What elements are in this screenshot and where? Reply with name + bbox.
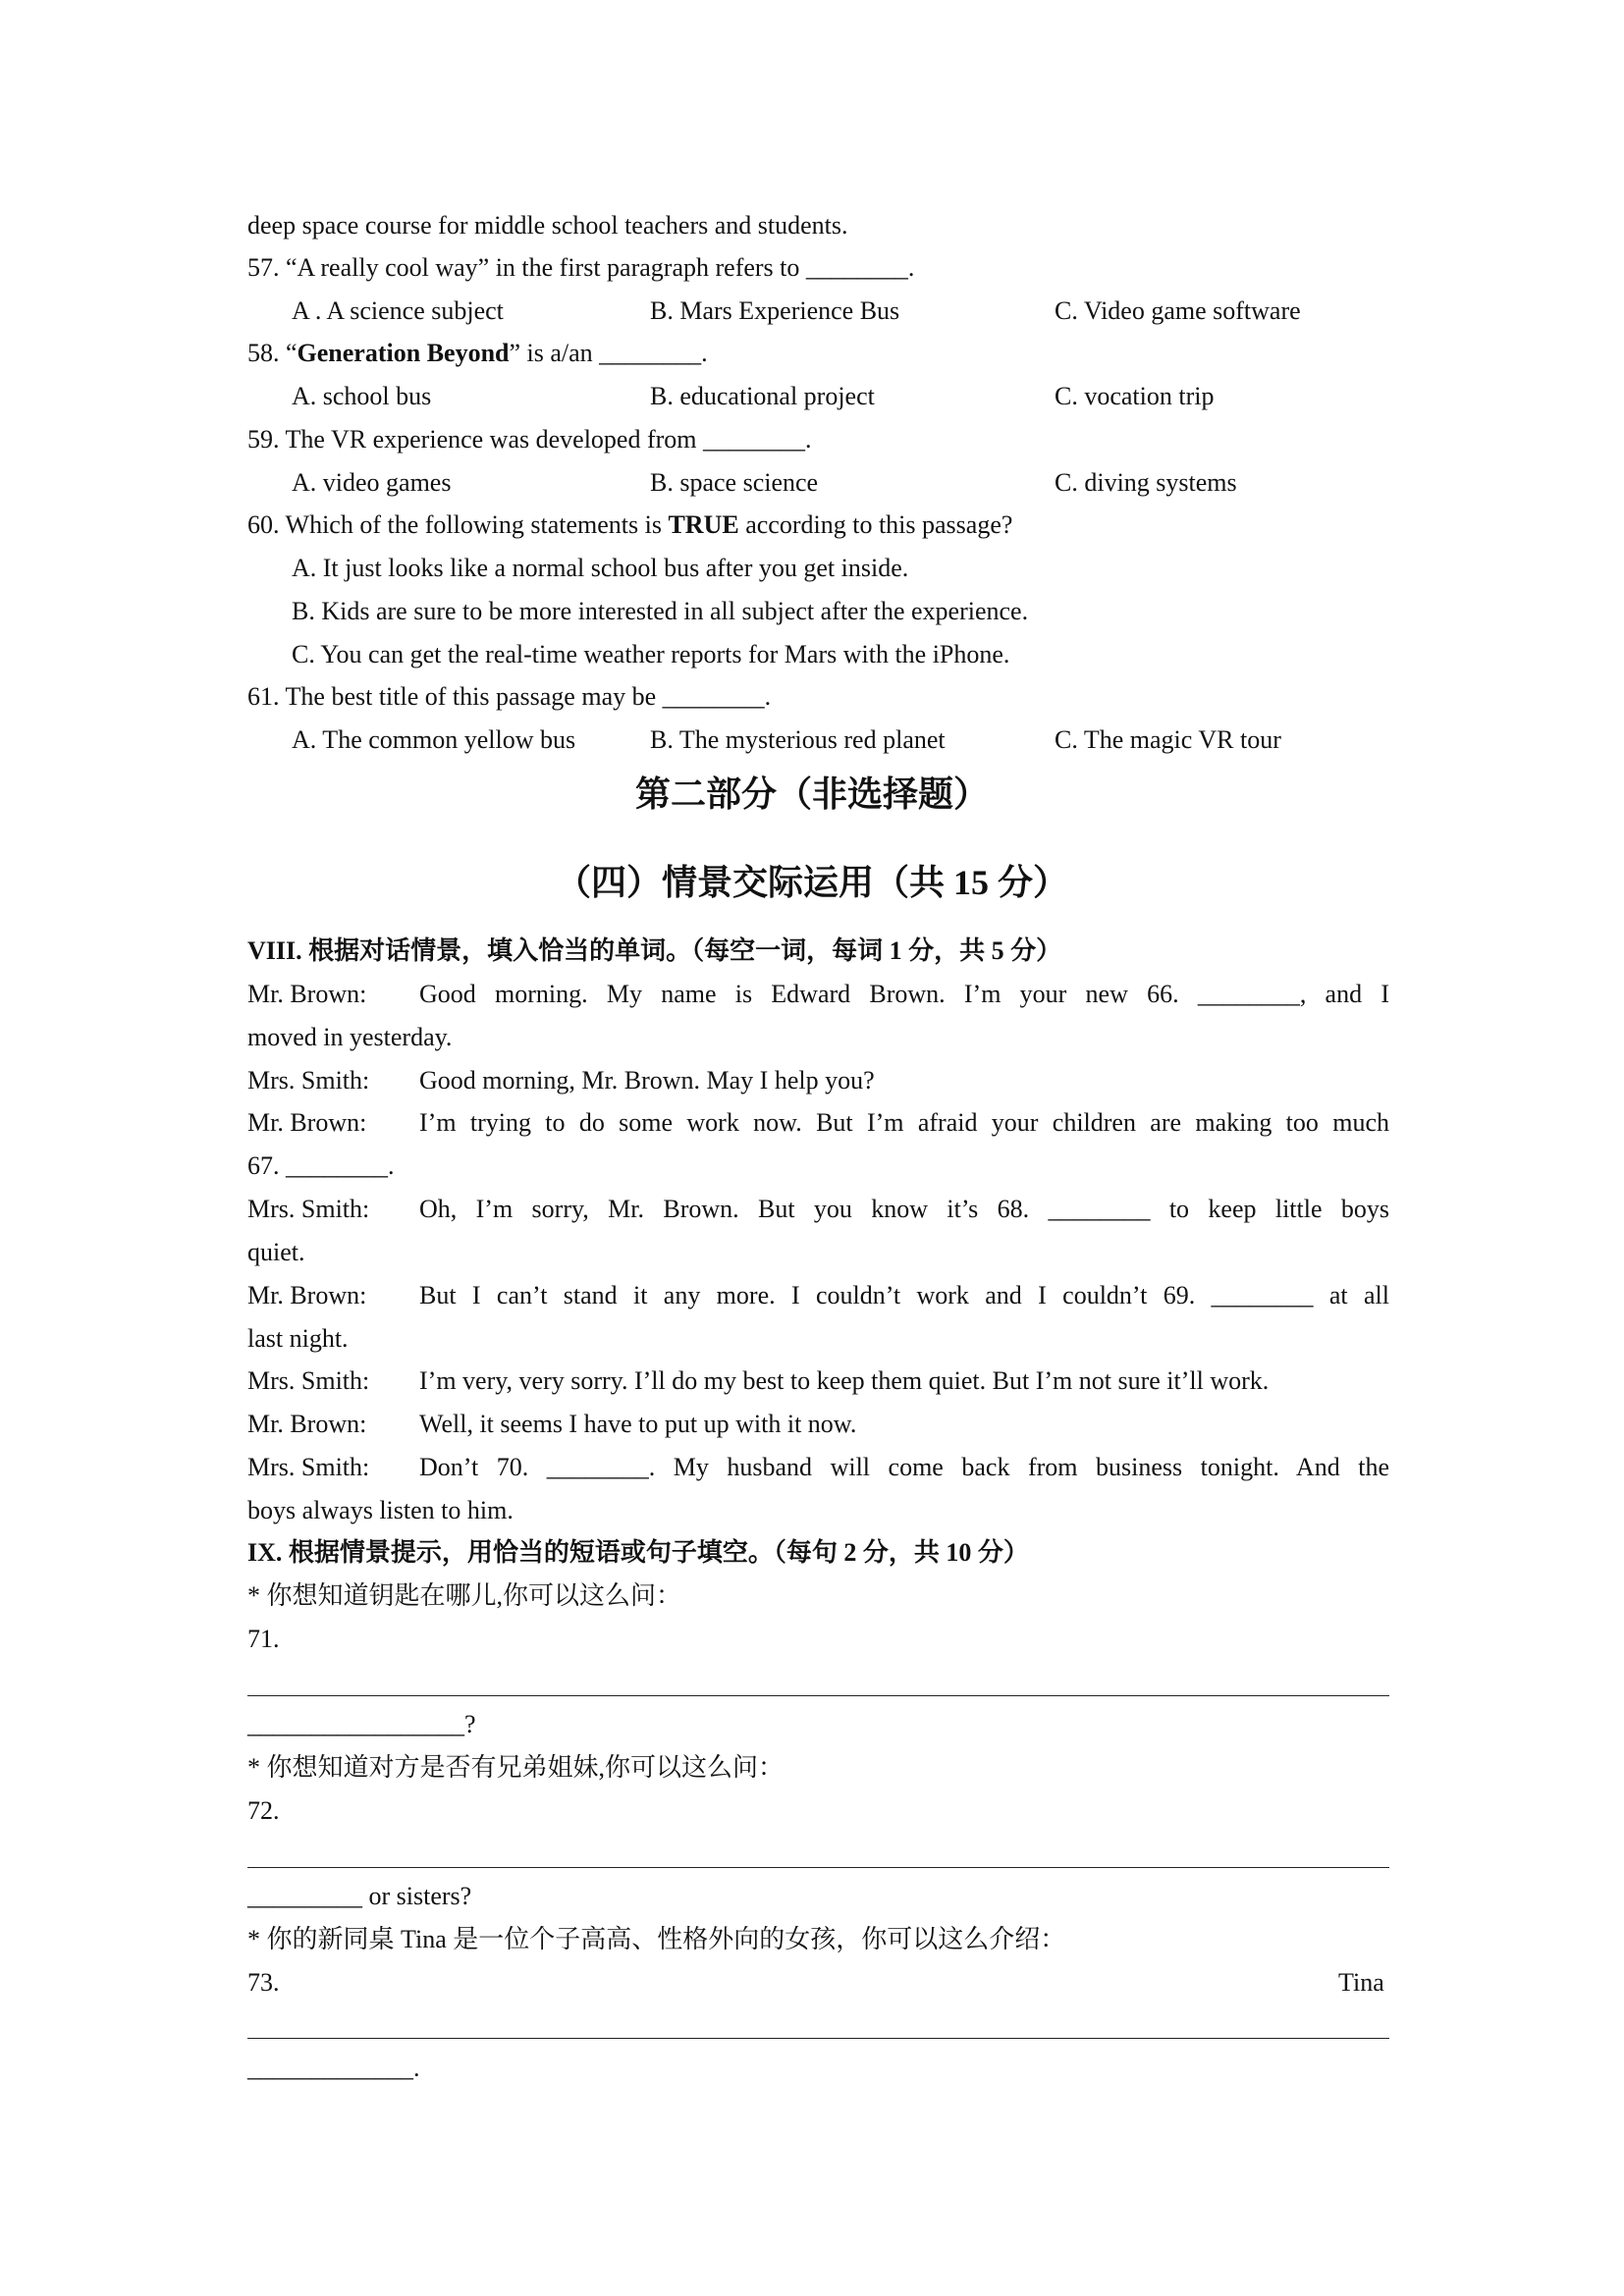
- passage-tail: deep space course for middle school teachers and students.: [247, 211, 848, 240]
- question-58-option-c: C. vocation trip: [1055, 382, 1215, 410]
- question-60-option-b: B. Kids are sure to be more interested in all subject after the experience.: [292, 597, 1029, 625]
- dialogue-line-continued: moved in yesterday.: [247, 1023, 453, 1051]
- question-61-option-b: B. The mysterious red planet: [650, 725, 946, 754]
- question-57-option-a: A . A science subject: [292, 296, 504, 325]
- question-57-option-b: B. Mars Experience Bus: [650, 296, 900, 325]
- section-viii-instructions: VIII. 根据对话情景，填入恰当的单词。（每空一词，每词 1 分，共 5 分）: [247, 936, 1062, 965]
- dialogue-speaker: Mrs. Smith:: [247, 1366, 370, 1395]
- dialogue-speaker: Mrs. Smith:: [247, 1453, 370, 1481]
- question-60-bold-term: TRUE: [668, 510, 739, 539]
- item-73-prompt: * 你的新同桌 Tina 是一位个子高高、性格外向的女孩，你可以这么介绍：: [247, 1925, 1066, 1953]
- question-59-option-a: A. video games: [292, 468, 452, 497]
- item-73-tail: _____________.: [247, 2054, 420, 2082]
- dialogue-speaker: Mrs. Smith:: [247, 1066, 370, 1095]
- dialogue-line: I’m trying to do some work now. But I’m afraid your children are making too much: [419, 1108, 1389, 1137]
- question-61-option-c: C. The magic VR tour: [1055, 725, 1281, 754]
- item-72-number: 72.: [247, 1796, 280, 1825]
- dialogue-speaker: Mr. Brown:: [247, 1281, 367, 1309]
- dialogue-line: Don’t 70. ________. My husband will come back from business tonight. And the: [419, 1453, 1389, 1481]
- question-59-stem: 59. The VR experience was developed from ________.: [247, 425, 812, 454]
- dialogue-line-continued: 67. ________.: [247, 1151, 395, 1180]
- item-71-tail: _________________?: [247, 1710, 476, 1738]
- dialogue-line: Oh, I’m sorry, Mr. Brown. But you know it’s 68. ________ to keep little boys: [419, 1195, 1389, 1223]
- dialogue-line-continued: quiet.: [247, 1238, 305, 1266]
- question-59-option-b: B. space science: [650, 468, 819, 497]
- section-ix-instructions: IX. 根据情景提示，用恰当的短语或句子填空。（每句 2 分，共 10 分）: [247, 1538, 1029, 1567]
- dialogue-line: I’m very, very sorry. I’ll do my best to keep them quiet. But I’m not sure it’ll work.: [419, 1366, 1270, 1395]
- dialogue-speaker: Mr. Brown:: [247, 980, 367, 1008]
- item-73-number: 73.: [247, 1968, 280, 1997]
- question-61-option-a: A. The common yellow bus: [292, 725, 576, 754]
- item-71-number: 71.: [247, 1625, 280, 1653]
- part-title: 第二部分（非选择题）: [634, 774, 989, 814]
- dialogue-line: Good morning, Mr. Brown. May I help you?: [419, 1066, 875, 1095]
- item-72-tail: _________ or sisters?: [247, 1882, 472, 1910]
- item-73-subject: Tina: [1338, 1968, 1384, 1997]
- question-61-stem: 61. The best title of this passage may be ________.: [247, 682, 772, 711]
- question-59-option-c: C. diving systems: [1055, 468, 1237, 497]
- item-72-prompt: * 你想知道对方是否有兄弟姐妹,你可以这么问：: [247, 1753, 785, 1782]
- dialogue-line: But I can’t stand it any more. I couldn’t work and I couldn’t 69. ________ at all: [419, 1281, 1389, 1309]
- dialogue-line-continued: boys always listen to him.: [247, 1496, 514, 1524]
- dialogue-line: Good morning. My name is Edward Brown. I’m your new 66. ________, and I: [419, 980, 1389, 1008]
- item-71-prompt: * 你想知道钥匙在哪儿,你可以这么问：: [247, 1581, 682, 1610]
- item-71-answer-line[interactable]: [247, 1695, 1389, 1696]
- dialogue-speaker: Mrs. Smith:: [247, 1195, 370, 1223]
- item-73-answer-line[interactable]: [247, 2038, 1389, 2039]
- question-58-stem: 58. “Generation Beyond” is a/an ________.: [247, 339, 708, 367]
- question-57-stem: 57. “A really cool way” in the first paragraph refers to ________.: [247, 253, 915, 282]
- question-60-stem: 60. Which of the following statements is TRUE according to this passage?: [247, 510, 1013, 539]
- question-57-option-c: C. Video game software: [1055, 296, 1301, 325]
- question-60-option-c: C. You can get the real-time weather reports for Mars with the iPhone.: [292, 640, 1010, 668]
- question-60-option-a: A. It just looks like a normal school bus after you get inside.: [292, 554, 909, 582]
- question-58-option-b: B. educational project: [650, 382, 875, 410]
- item-72-answer-line[interactable]: [247, 1867, 1389, 1868]
- dialogue-line: Well, it seems I have to put up with it now.: [419, 1410, 857, 1438]
- dialogue-line-continued: last night.: [247, 1324, 349, 1353]
- dialogue-speaker: Mr. Brown:: [247, 1410, 367, 1438]
- question-58-bold-term: Generation Beyond: [297, 339, 510, 367]
- dialogue-speaker: Mr. Brown:: [247, 1108, 367, 1137]
- section-title: （四）情景交际运用（共 15 分）: [555, 863, 1068, 902]
- question-58-option-a: A. school bus: [292, 382, 432, 410]
